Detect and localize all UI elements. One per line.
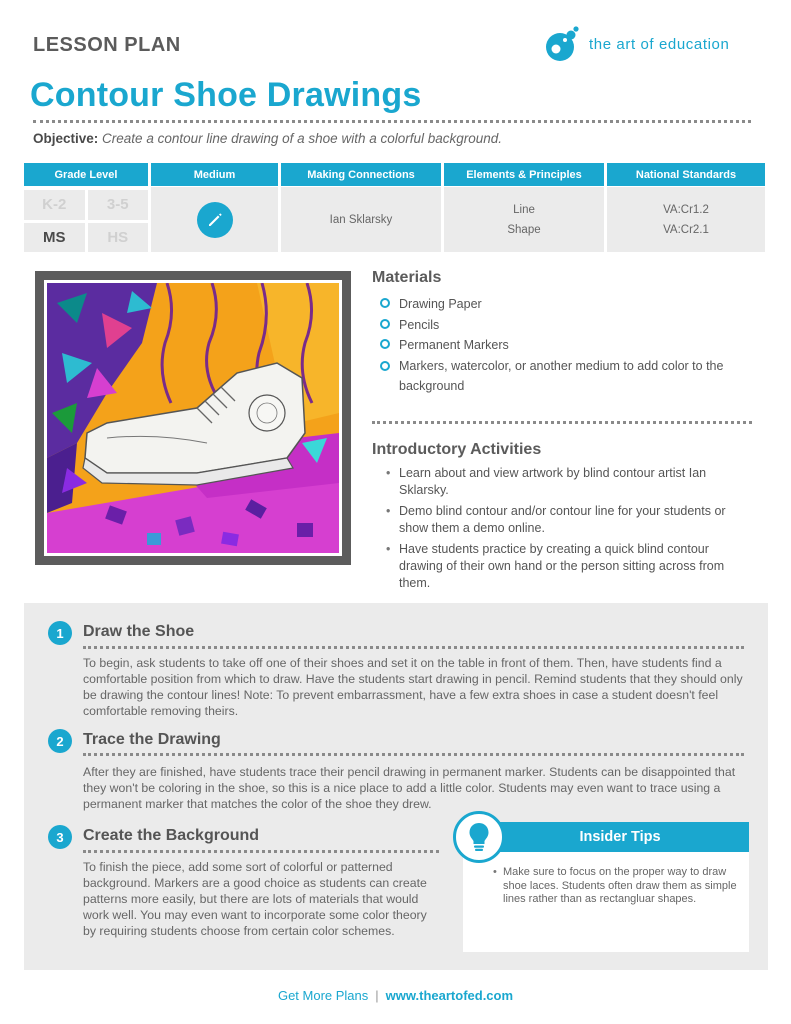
standards-value: VA:Cr2.1 [663, 223, 709, 236]
list-item: • Learn about and view artwork by blind contour artist Ian Sklarsky. [386, 465, 754, 499]
step-text-1: To begin, ask students to take off one of their shoes and set it on the table in front of them. Then, have students find a comfortable position from which to draw. Have the students start drawing in pencil. Remind students that they should only be drawing the contour lines! Note: To prevent embarrassment, have a few extra shoes in case a student doesn't feel comfortable removing theirs. [83, 656, 743, 718]
grade-ms: MS [24, 223, 85, 253]
list-item: • Have students practice by creating a quick blind contour drawing of their own hand or the person sitting across from them. [386, 541, 754, 592]
palette-icon [545, 26, 579, 62]
get-more-plans-link[interactable]: Get More Plans [277, 988, 369, 1003]
brand-logo[interactable] [545, 26, 729, 62]
connections-body [281, 187, 441, 252]
divider [83, 646, 744, 649]
step-number-3: 3 [48, 825, 72, 849]
grade-hs: HS [88, 223, 149, 253]
objective-text: Create a contour line drawing of a shoe with a colorful background. [102, 131, 503, 146]
material-label: Pencils [399, 317, 440, 332]
material-label: Markers, watercolor, or another medium to add color to the background [399, 358, 724, 393]
lightbulb-icon [453, 811, 505, 863]
shoe-artwork-image [47, 283, 339, 553]
standards-body [607, 187, 765, 252]
website-link[interactable]: www.theartofed.com [385, 988, 514, 1003]
circle-bullet-icon [380, 298, 390, 308]
circle-bullet-icon [380, 361, 390, 371]
grade-k2: K-2 [24, 190, 85, 220]
pencil-icon [197, 202, 233, 238]
brand-name: the art of education [589, 35, 730, 53]
elements-value: Shape [507, 223, 541, 236]
intro-list [386, 465, 754, 596]
lesson-plan-label: LESSON PLAN [33, 34, 181, 56]
divider [83, 753, 744, 756]
artwork-frame [35, 271, 351, 565]
connections-column [281, 163, 441, 252]
standards-header: National Standards [607, 163, 765, 187]
info-table [24, 163, 768, 252]
medium-body [151, 187, 278, 252]
elements-column [444, 163, 604, 252]
list-item: • Demo blind contour and/or contour line for your students or show them a demo online. [386, 503, 754, 537]
standards-value: VA:Cr1.2 [663, 203, 709, 216]
list-item [380, 294, 760, 315]
connections-header: Making Connections [281, 163, 441, 187]
standards-column [607, 163, 765, 252]
grade-35: 3-5 [88, 190, 149, 220]
objective-label: Objective: [33, 131, 99, 146]
insider-tips-text: • Make sure to focus on the proper way to draw shoe laces. Students often draw them as simple lines rather than as rectangluar shapes. [493, 866, 741, 907]
divider [83, 850, 439, 853]
circle-bullet-icon [380, 319, 390, 329]
insider-tips-header: Insider Tips [463, 822, 749, 852]
connections-value: Ian Sklarsky [329, 213, 393, 226]
page-title: Contour Shoe Drawings [30, 76, 422, 114]
elements-value: Line [513, 203, 535, 216]
step-number-1: 1 [48, 621, 72, 645]
insider-tips-box [463, 822, 749, 952]
materials-list [380, 294, 760, 397]
list-item [380, 335, 760, 356]
footer [0, 988, 791, 1003]
step-title-1: Draw the Shoe [83, 623, 195, 640]
materials-title: Materials [372, 269, 442, 286]
divider [33, 120, 751, 123]
footer-separator: | [375, 988, 379, 1003]
circle-bullet-icon [380, 339, 390, 349]
step-title-3: Create the Background [83, 827, 260, 844]
medium-column [151, 163, 278, 252]
step-number-2: 2 [48, 729, 72, 753]
list-item [380, 356, 760, 397]
material-label: Permanent Markers [399, 338, 509, 352]
elements-header: Elements & Principles [444, 163, 604, 187]
intro-title: Introductory Activities [372, 441, 542, 458]
elements-body [444, 187, 604, 252]
step-title-2: Trace the Drawing [83, 731, 221, 748]
grade-grid [24, 187, 148, 252]
step-text-3: To finish the piece, add some sort of colorful or patterned background. Markers are a good choice as students can create patterns more easily, but there are lots of materials that would work well. You may even want to incorporate some color theory by requiring students choose from certain color schemes. [83, 860, 427, 938]
material-label: Drawing Paper [399, 297, 482, 311]
divider [372, 421, 752, 424]
medium-header: Medium [151, 163, 278, 187]
grade-level-header: Grade Level [24, 163, 148, 187]
objective [33, 131, 502, 146]
grade-level-column [24, 163, 148, 252]
step-text-2: After they are finished, have students trace their pencil drawing in permanent marker. Students can be disappointed that they won't be coloring in the shoe, so this is a nice place to add a little color. Students may even want to trace using a permanent marker that matches the color of the shoe they drew. [83, 765, 736, 811]
list-item [380, 315, 760, 336]
